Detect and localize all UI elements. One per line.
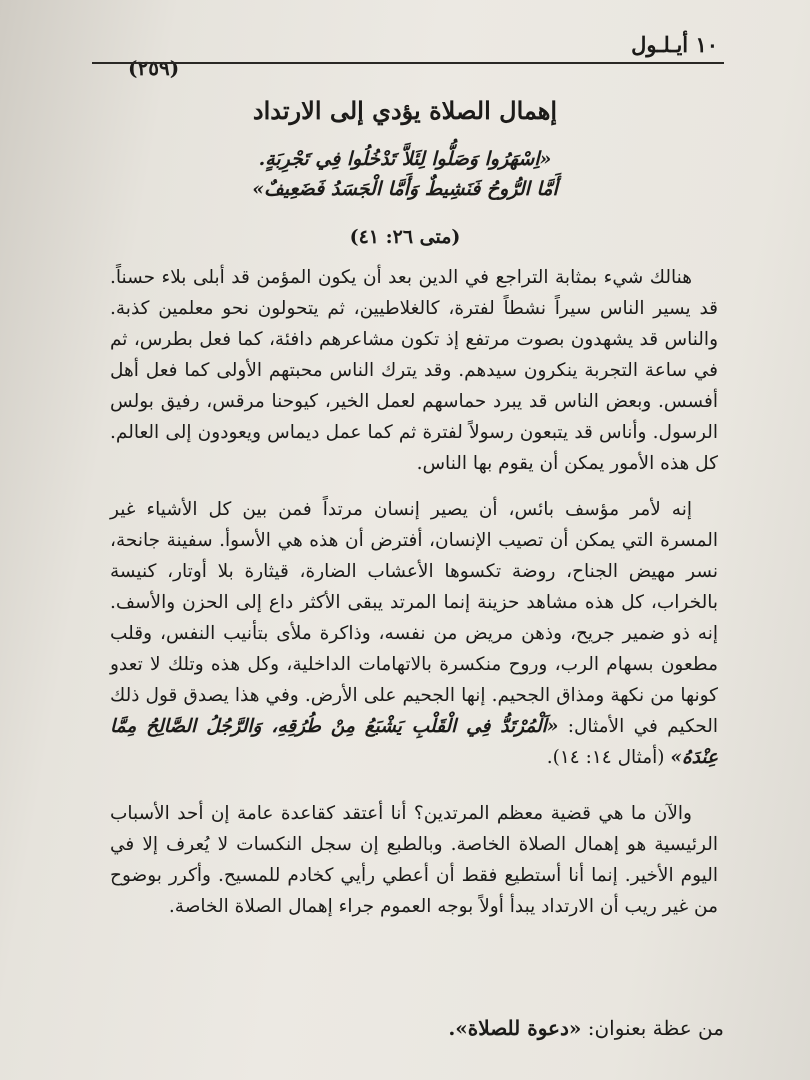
paragraph-3-text: والآن ما هي قضية معظم المرتدين؟ أنا أعتقد كقاعدة عامة إن أحد الأسباب الرئيسية هو إهمال الصلاة الخاصة. وبالطبع إن سجل النكسات لا يُعرف إلا في اليوم الأخير. إنما أنا أستطيع فقط أن أعطي رأيي كخادم للمسيح. وأكرر بوضوح من غير ريب أن الارتداد يبدأ أولاً بوجه العموم جراء إهمال الصلاة الخاصة.: [110, 803, 718, 917]
page-title: إهمال الصلاة يؤدي إلى الارتداد: [252, 96, 558, 125]
paragraph-1: [110, 262, 718, 479]
attribution-prefix: من عظة بعنوان:: [581, 1016, 724, 1040]
proverbs-quote: «اَلْمُرْتَدُّ فِي الْقَلْبِ يَشْبَعُ مِنْ طُرُقِهِ، وَالرَّجُلُ الصَّالِحُ مِمَّا عِنْدَهُ»: [110, 716, 718, 768]
header-date: ١٠ أيـلـول: [631, 32, 718, 57]
paragraph-1-text: هنالك شيء بمثابة التراجع في الدين بعد أن يكون المؤمن قد أبلى بلاء حسناً. قد يسير الناس سيراً نشطاً لفترة، كالغلاطيين، ثم يتحولون نحو معلمين كذبة. والناس قد يشهدون بصوت مرتفع إذ تكون مشاعرهم دافئة، كما فعل بطرس، ثم في ساعة التجربة ينكرون سيدهم. وقد يترك الناس محبتهم الأولى كما فعل أهل أفسس. وبعض الناس قد يبرد حماسهم لعمل الخير، كيوحنا مرقس، رفيق بولس الرسول. وأناس قد يتبعون رسولاً لفترة ثم كما عمل ديماس ويعودون إلى العالم. كل هذه الأمور يمكن أن يقوم بها الناس.: [110, 267, 718, 474]
page-number: (٢٥٩): [128, 56, 180, 80]
verse-line-2: أَمَّا الرُّوحُ فَنَشِيطٌ وَأَمَّا الْجَسَدُ فَضَعِيفٌ»: [252, 178, 558, 200]
header-divider: [92, 62, 724, 64]
verse-reference: (متى ٢٦: ٤١): [349, 226, 461, 248]
verse-line-1: «اِسْهَرُوا وَصَلُّوا لِئَلاَّ تَدْخُلُوا فِي تَجْرِبَةٍ.: [258, 148, 552, 170]
sermon-title: «دعوة للصلاة».: [448, 1016, 582, 1040]
paragraph-2-main: إنه لأمر مؤسف بائس، أن يصير إنسان مرتداً فمن بين كل الأشياء غير المسرة التي يمكن أن تصيب الإنسان، أفترض أن هذه هي الأسوأ. سفينة جانحة، نسر مهيض الجناح، روضة تكسوها الأعشاب الضارة، قيثارة بلا أوتار، كنيسة بالخراب، كل هذه مشاهد حزينة إنما المرتد يبقى الأكثر داع إلى الحزن والأسف. إنه ذو ضمير جريح، وذهن مريض من نفسه، وذاكرة ملأى بتأنيب النفس، وقلب مطعون بسهام الرب، وروح منكسرة بالاتهامات الداخلية، وكل هذه وتلك لا تعدو كونها من نكهة ومذاق الجحيم. إنها الجحيم على الأرض. وفي هذا يصدق قول ذلك الحكيم في الأمثال:: [110, 499, 718, 737]
paragraph-2-text: [110, 494, 718, 773]
sermon-attribution: [448, 1016, 724, 1040]
proverbs-reference: (أمثال ١٤: ١٤).: [546, 747, 671, 768]
paragraph-3: [110, 798, 718, 922]
paragraph-2: [110, 494, 718, 773]
